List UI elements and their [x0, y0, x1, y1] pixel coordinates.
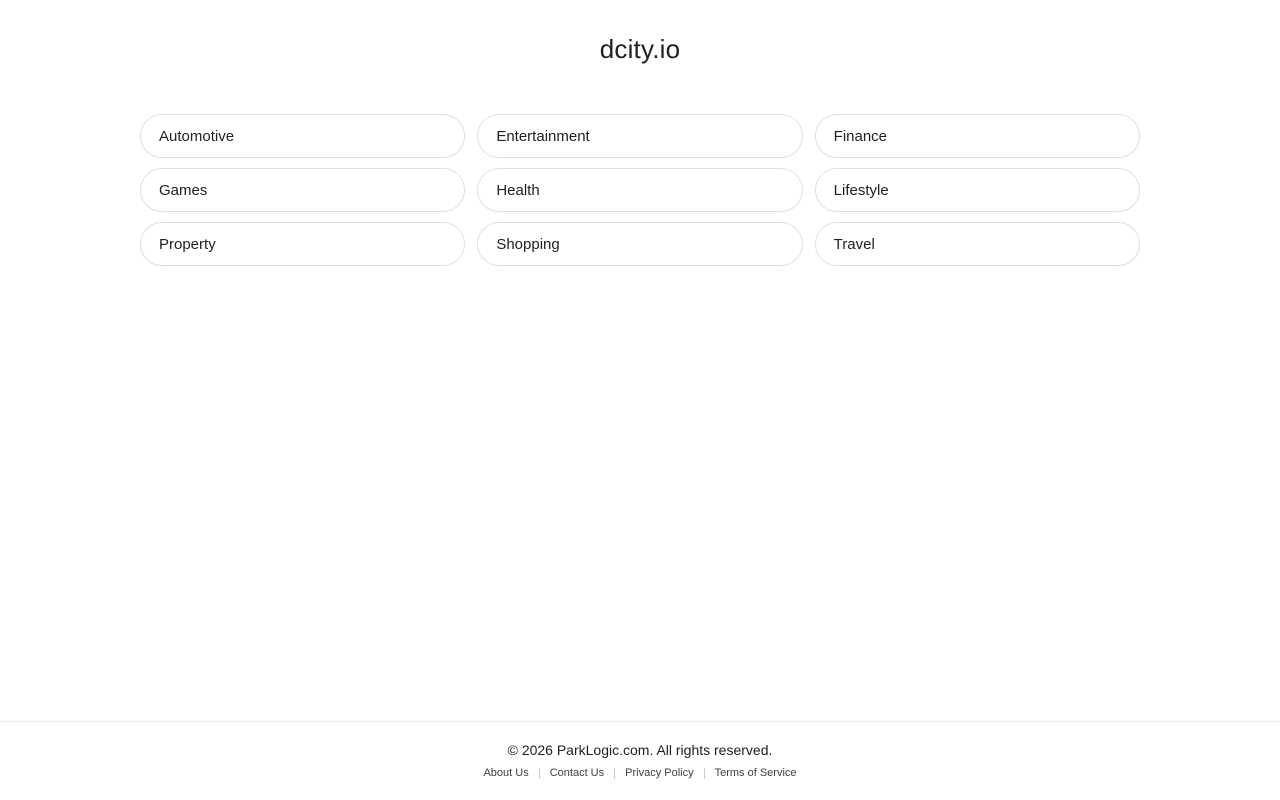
page-title: dcity.io	[599, 34, 681, 64]
category-label: Property	[159, 235, 216, 253]
footer-link-privacy-policy[interactable]: Privacy Policy	[625, 767, 694, 779]
category-label: Shopping	[496, 235, 560, 253]
footer-links	[0, 766, 1280, 780]
copyright-text: © 2026 ParkLogic.com. All rights reserved.	[507, 742, 773, 758]
category-link-finance[interactable]	[815, 114, 1140, 158]
category-link-health[interactable]	[477, 168, 802, 212]
category-link-lifestyle[interactable]	[815, 168, 1140, 212]
footer-link-terms-of-service[interactable]: Terms of Service	[714, 767, 797, 779]
category-label: Finance	[833, 127, 888, 145]
category-label: Health	[496, 181, 540, 199]
category-label: Automotive	[159, 127, 235, 145]
category-label: Lifestyle	[833, 181, 889, 199]
footer-link-contact-us[interactable]: Contact Us	[549, 767, 605, 779]
category-label: Games	[159, 181, 208, 199]
category-link-property[interactable]	[140, 222, 465, 266]
category-link-games[interactable]	[140, 168, 465, 212]
category-label: Travel	[833, 235, 875, 253]
footer-link-about-us[interactable]: About Us	[483, 767, 529, 779]
category-link-automotive[interactable]	[140, 114, 465, 158]
category-link-entertainment[interactable]	[477, 114, 802, 158]
main-content	[0, 66, 1280, 721]
category-grid	[140, 114, 1140, 266]
category-label: Entertainment	[496, 127, 590, 145]
category-link-travel[interactable]	[815, 222, 1140, 266]
footer	[0, 721, 1280, 800]
category-link-shopping[interactable]	[477, 222, 802, 266]
